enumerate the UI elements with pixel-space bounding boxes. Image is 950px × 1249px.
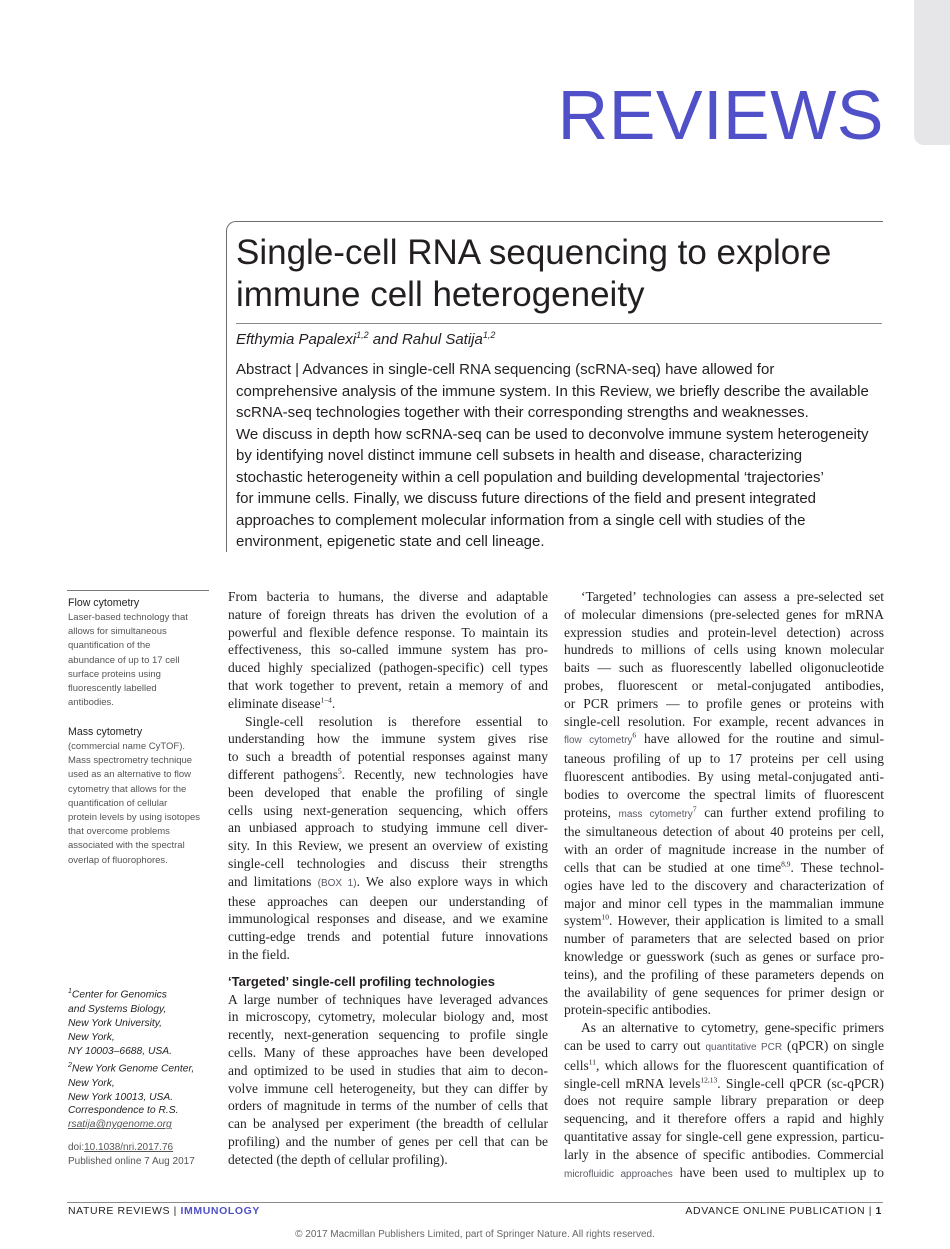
citation-ref[interactable]: 6 [632,730,637,740]
affiliation-line: NY 10003–6688, USA. [68,1046,172,1058]
body-line: eliminate disease$^{1-4}$. [228,695,336,711]
footer-separator: | [170,1205,181,1217]
body-line: profiling) and the number of genes per cell that can be [228,1133,548,1149]
glossary-link-flow-cytometry[interactable]: flow cytometry [564,735,633,747]
body-line [564,1037,884,1057]
journal-name: NATURE REVIEWS [68,1205,171,1217]
glossary-entry-mass-cytometry [68,724,213,868]
affiliation-line [68,1059,213,1077]
body-line: sity. In this Review, we present an overview of existing [228,838,548,854]
glossary-line: surface proteins using [68,668,161,680]
body-line: protein-specific antibodies. [564,1002,711,1018]
abstract [236,359,886,553]
body-line: duced highly specialized (pathogen-specific) cell types [228,660,548,676]
affiliation-line: and Systems Biology, [68,1003,167,1015]
body-line [564,912,884,930]
body-line: immunological responses and disease, and we examine [228,911,548,927]
affiliation-text: New York Genome Center, [71,1063,195,1075]
section-label: REVIEWS [557,76,884,154]
body-line: the availability of gene sequences for primer design or [564,984,884,1000]
body-line: taneous profiling of up to 17 proteins per cell using [564,751,884,767]
body-line: teins), and the profiling of these parameters depends on [564,966,884,982]
affiliation-ref: 1 [68,988,72,995]
abstract-line: comprehensive analysis of the immune system. In this Review, we briefly describe the available [236,382,869,400]
glossary-link-mass-cytometry[interactable]: mass cytometry [618,808,693,820]
affiliation-line [68,985,213,1003]
glossary-line: Laser-based technology that [68,612,188,623]
body-line: powerful and flexible defence response. To maintain its [228,624,548,640]
abstract-line: stochastic heterogeneity within a cell population and building developmental ‘trajectories’ [236,468,824,486]
body-line: major and minor cell types in the mammalian immune [564,895,884,911]
body-line: with an order of magnitude increase in the number of [564,842,884,858]
abstract-line: for immune cells. Finally, we discuss future directions of the field and present integrated [236,490,817,507]
body-column-1 [228,588,548,1169]
body-line: From bacteria to humans, the diverse and adaptable [228,589,548,604]
body-line: cells using next-generation sequencing, which offers [228,802,548,818]
glossary-line: protein levels by using isotopes [68,812,201,824]
body-line: detected (the depth of cellular profiling). [228,1151,448,1167]
body-text: . These technol- [790,859,884,875]
body-line: of molecular dimensions (pre-selected genes for mRNA [564,606,884,622]
body-text: system [564,913,602,929]
glossary-line: associated with the spectral [68,840,185,852]
body-line: expression studies and protein-level detection) across [564,624,884,640]
body-text: can be used to carry out [564,1037,706,1053]
sidebar-divider [67,590,209,591]
body-line: cutting-edge trends and potential future innovations [228,929,548,945]
footer-page-info [685,1205,882,1217]
body-line: and optimized to be used in studies that aim to decon- [228,1062,548,1078]
glossary-entry-flow-cytometry [68,595,213,710]
citation-ref[interactable]: 1–4 [320,695,332,705]
body-line: As an alternative to cytometry, gene-specific primers [581,1020,884,1036]
body-line: does not require sample library preparation or deep [564,1093,884,1109]
author-name: Rahul Satija [401,331,483,348]
doi-link[interactable]: 10.1038/nri.2017.76 [84,1142,174,1153]
affiliation-line: New York University, [68,1017,163,1029]
body-line [228,873,548,893]
body-line: baits — such as fluorescently labelled oligonucleotide [564,660,884,676]
correspondence-email-link[interactable]: rsatija@nygenome.org [68,1119,172,1131]
body-text: cells [564,1057,589,1073]
body-text: different pathogens [228,766,339,782]
citation-ref[interactable]: 8,9 [781,859,791,869]
body-line: in the field. [228,946,290,962]
body-line: effectiveness, this so-called immune system has pro- [228,642,548,658]
correspondence [68,1104,178,1132]
body-line: single-cell technologies and discuss their strengths [228,855,548,871]
glossary-link-qpcr[interactable]: quantitative PCR [705,1041,783,1053]
body-text: (qPCR) on single [782,1037,884,1053]
affiliation-text: Center for Genomics [71,989,167,1001]
affiliation-line: New York, [68,1078,115,1090]
body-line: that work together to prevent, retain a memory of and [228,677,548,693]
footer-journal [68,1205,260,1217]
body-line [564,1075,884,1093]
abstract-line: environment, epigenetic state and cell lineage. [236,533,545,550]
body-line: cells. Many of these approaches have been developed [228,1044,548,1060]
body-text: , which allows for the fluorescent quantification of [595,1057,884,1073]
citation-ref[interactable]: 10 [601,912,610,922]
affiliation-ref: 2 [68,1062,72,1070]
glossary-line: abundance of up to 17 cell [68,654,180,666]
publication-status: ADVANCE ONLINE PUBLICATION [685,1205,866,1217]
body-line: an unbiased approach to studying immune cell diver- [228,820,548,836]
author-affil-ref: 1,2 [356,330,369,340]
citation-ref[interactable]: 7 [692,804,697,814]
body-text: cells that can be studied at one time [564,859,782,875]
body-line: hundreds to millions of cells using known molecular [564,642,884,658]
body-line: in microscopy, cytometry, molecular biology and, most [228,1009,548,1025]
body-line [564,1164,884,1184]
affiliation-line: New York, [68,1032,115,1044]
glossary-line: quantification of cellular [68,797,168,809]
body-text: can further extend profiling to [696,804,884,820]
author-connector: and [368,331,402,348]
correspondence-label: Correspondence to R.S. [68,1105,179,1116]
citation-ref[interactable]: 5 [338,766,342,776]
body-line: knowledge or guesswork (such as genes or surface pro- [564,948,884,964]
glossary-link-microfluidic[interactable]: microfluidic approaches [564,1168,673,1180]
body-line: ogies have led to the discovery and characterization of [564,877,884,893]
page-number: 1 [875,1205,882,1217]
body-line: orders of magnitude in terms of the number of cells that [228,1098,548,1114]
body-line: nature of foreign threats has driven the evolution of a [228,606,548,622]
glossary-line: fluorescently labelled [68,683,157,695]
affiliations [68,985,213,1105]
glossary-line: antibodies. [68,697,114,709]
body-line: been developed that enable the profiling of single [228,784,548,800]
body-line: fluorescent antibodies. By using metal-conjugated anti- [564,768,884,784]
body-column-2 [564,588,884,1183]
body-text: and limitations [228,873,318,889]
abstract-line: approaches to complement molecular information from a single cell with studies of the [236,511,806,529]
body-line: recently, next-generation sequencing to profile single [228,1027,548,1043]
journal-section: IMMUNOLOGY [180,1205,261,1217]
body-line: single-cell resolution. For example, recent advances in [564,713,884,729]
body-line [564,730,884,750]
citation-ref[interactable]: 11 [588,1057,596,1067]
body-text: . Single-cell qPCR (sc-qPCR) [717,1075,884,1091]
glossary-line: quantification of the [68,640,151,652]
author-name: Efthymia Papalexi [236,331,357,348]
article-title [236,232,886,316]
affiliation-line: New York 10013, USA. [68,1092,174,1104]
glossary-term: Mass cytometry [68,726,143,738]
author-affil-ref: 1,2 [482,330,496,340]
body-line: or PCR primers — to profile genes or proteins with [564,695,884,711]
glossary-line: (commercial name CyTOF). [68,741,186,752]
body-text: have allowed for the routine and simul- [636,731,884,747]
author-line [236,330,495,348]
glossary-line: allows for simultaneous [68,626,167,638]
glossary-line: used as an alternative to flow [68,769,192,781]
body-line: number of parameters that are selected based on prior [564,931,884,947]
abstract-line: Abstract | Advances in single-cell RNA sequencing (scRNA-seq) have allowed for [236,361,775,378]
body-line: to such a breadth of potential responses against many [228,749,548,765]
title-divider [236,323,882,324]
body-line: understanding how the immune system gives rise [228,731,548,747]
section-tab-marker [914,0,950,145]
body-text: proteins, [564,804,619,820]
body-text: eliminate disease [228,695,321,711]
abstract-line: We discuss in depth how scRNA-seq can be used to deconvolve immune system heterogeneity [236,425,869,443]
title-line: Single-cell RNA sequencing to explore [236,233,832,272]
body-text: . Recently, new technologies have [341,766,549,782]
citation-ref[interactable]: 12,13 [700,1075,718,1085]
body-line: quantitative assay for single-cell gene expression, particu- [564,1128,884,1144]
body-text: single-cell mRNA levels [564,1075,701,1091]
footer-separator: | [865,1205,876,1217]
body-line [564,1057,884,1075]
footer-divider [67,1202,883,1203]
body-line [564,859,884,877]
published-date: Published online 7 Aug 2017 [68,1155,195,1167]
body-line: probes, fluorescent or metal-conjugated antibodies, [564,677,884,693]
body-text: . However, their application is limited to a small [609,913,884,929]
copyright-notice: © 2017 Macmillan Publishers Limited, part of Springer Nature. All rights reserved. [295,1229,655,1240]
body-line: these approaches can deepen our understanding of [228,893,548,909]
title-line: immune cell heterogeneity [236,275,645,314]
body-line: A large number of techniques have leveraged advances [228,991,548,1007]
abstract-line: by identifying novel distinct immune cell subsets in health and disease, characterizing [236,447,803,464]
body-line [564,804,884,824]
doi-prefix: doi: [68,1142,85,1153]
body-line: ‘Targeted’ technologies can assess a pre-selected set [581,589,884,604]
body-line: the simultaneous detection of about 40 proteins per cell, [564,824,884,840]
glossary-line: that overcome problems [68,826,170,838]
glossary-line: cytometry that allows for the [68,783,187,795]
body-line: sequencing, and it therefore offers a rapid and highly [564,1111,884,1127]
glossary-line: Mass spectrometry technique [68,755,193,767]
body-line: bodies to overcome the spectral limits of fluorescent [564,786,884,802]
glossary-line: overlap of fluorophores. [68,854,168,866]
publication-info [68,1141,195,1168]
body-line: can be analysed per experiment (the breadth of cellular [228,1116,548,1132]
body-line: larly in the absence of specific antibodies. Commercial [564,1146,884,1162]
glossary-term: Flow cytometry [68,597,140,609]
section-heading: ‘Targeted’ single-cell profiling technologies [228,973,496,989]
box-1-link[interactable]: (BOX 1) [317,877,357,889]
body-text: have been used to multiplex up to [672,1164,884,1180]
abstract-line: scRNA-seq technologies together with their corresponding strengths and weaknesses. [236,404,809,421]
body-line [228,766,548,784]
body-text: . We also explore ways in which [356,873,549,889]
body-line: volve immune cell heterogeneity, but they can differ by [228,1080,548,1096]
doi-line [68,1141,195,1155]
body-line: Single-cell resolution is therefore essential to [245,713,548,729]
